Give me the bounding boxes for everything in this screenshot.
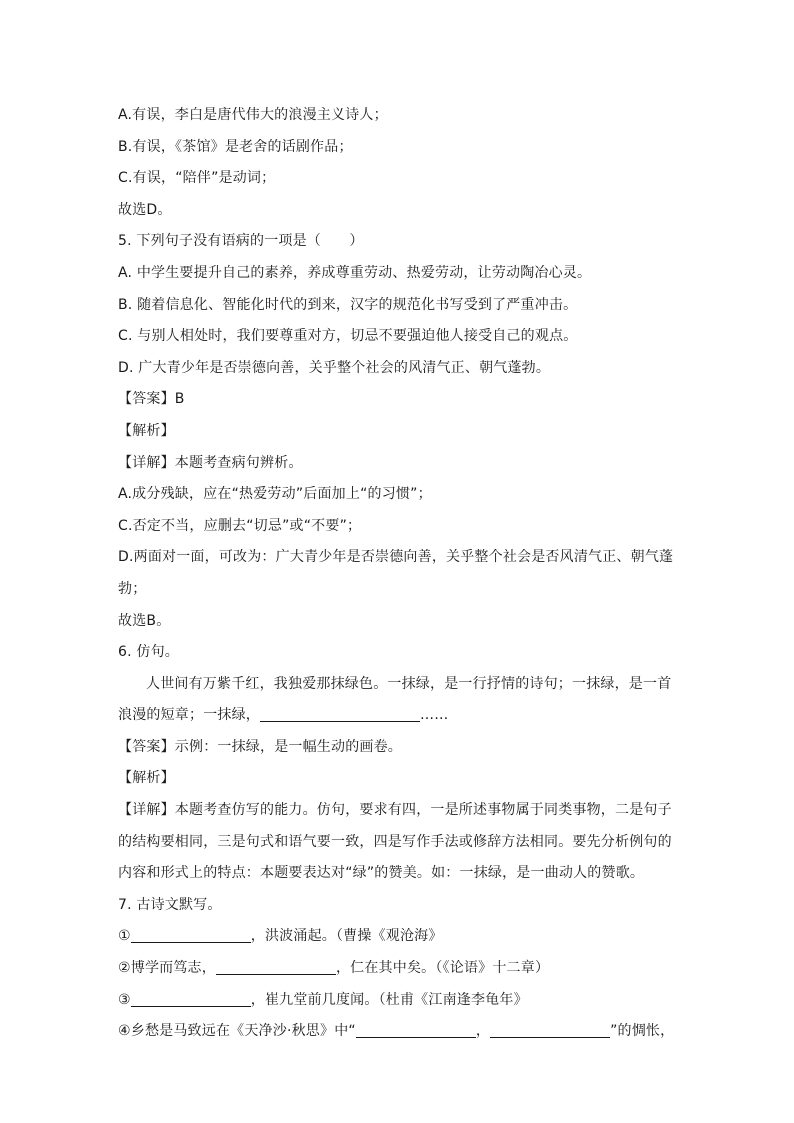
poem-item-4 [118,1016,678,1048]
text-line: D.两面对一面，可改为：广大青少年是否崇德向善，关乎整个社会是否风清气正、朝气蓬 [118,549,674,566]
text-fragment: ②博学而笃志， [118,960,216,977]
poem-item-3 [118,985,678,1017]
text-fragment: ① [118,928,131,945]
text-line: 故选D。 [118,201,172,218]
detail-label: 【详解】本题考查仿写的能力。仿句，要求有四，一是所述事物属于同类事物，二是句子 [118,802,672,819]
text-line: B.有误，《茶馆》是老舍的话剧作品； [118,138,353,155]
text-line: C.有误，“陪伴”是动词； [118,170,276,187]
text-fragment: ，崔九堂前几度闻。（杜甫《江南逢李龟年》 [250,991,528,1008]
analysis-label: 【解析】 [118,770,175,787]
answer-label: 【答案】示例：一抹绿，是一幅生动的画卷。 [118,738,402,755]
option-a: A. 中学生要提升自己的素养，养成尊重劳动、热爱劳动，让劳动陶冶心灵。 [118,264,592,281]
question-6-title: 6. 仿句。 [118,644,180,661]
detail-label: 【详解】本题考查病句辨析。 [118,454,303,471]
text-fragment: ”的惆怅， [610,1023,675,1040]
text-line: 勃； [118,580,147,597]
text-fragment: ，仁在其中矣。（《论语》十二章） [335,960,550,977]
fill-in-blank[interactable] [216,956,336,975]
fill-in-blank[interactable] [260,703,420,722]
option-d: D. 广大青少年是否崇德向善，关乎整个社会的风清气正、朝气蓬勃。 [118,359,551,376]
text-line: C.否定不当，应删去“切忌”或“不要”； [118,517,362,534]
text-fragment: ， [475,1023,491,1040]
analysis-label: 【解析】 [118,422,175,439]
answer-label: 【答案】B [118,391,185,408]
text-fragment: ，洪波涌起。（曹操《观沧海》 [250,928,443,945]
text-line: A.有误，李白是唐代伟大的浪漫主义诗人； [118,107,388,123]
question-7-title: 7. 古诗文默写。 [118,896,222,913]
text-fragment: 浪漫的短章；一抹绿， [118,707,260,724]
poem-item-2 [118,953,678,985]
option-c: C. 与别人相处时，我们要尊重对方，切忌不要强迫他人接受自己的观点。 [118,328,578,345]
text-fragment: ④乡愁是马致远在《天净沙·秋思》中“ [118,1023,356,1040]
fill-in-blank[interactable] [356,1019,476,1038]
text-line: 的结构要相同，三是句式和语气要一致，四是写作手法或修辞方法相同。要先分析例句的 [118,833,672,850]
text-line: 故选B。 [118,612,171,629]
fill-in-blank[interactable] [131,924,251,943]
question-5-title: 5. 下列句子没有语病的一项是（ ） [118,233,364,250]
fill-in-blank[interactable] [490,1019,610,1038]
prompt-paragraph: 人世间有万紫千红，我独爱那抹绿色。一抹绿，是一行抒情的诗句；一抹绿，是一首 [146,675,672,692]
text-line: A.成分残缺，应在“热爱劳动”后面加上“的习惯”； [118,486,432,503]
text-line: 内容和形式上的特点：本题要表达对“绿”的赞美。如：一抹绿，是一曲动人的赞歌。 [118,865,645,882]
option-b: B. 随着信息化、智能化时代的到来，汉字的规范化书写受到了严重冲击。 [118,296,578,313]
document-page [118,100,678,1048]
poem-item-1 [118,921,678,953]
fill-in-blank[interactable] [131,988,251,1007]
text-fragment: …… [420,707,449,724]
text-fragment: ③ [118,991,131,1008]
prompt-paragraph-continued [118,700,678,732]
